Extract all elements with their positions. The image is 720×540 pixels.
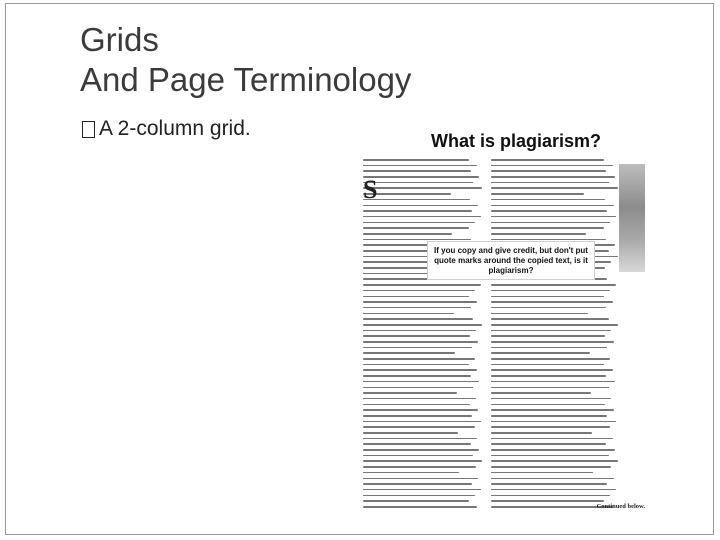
- text-line: [491, 426, 610, 428]
- text-line: [491, 421, 616, 423]
- text-line: [363, 352, 455, 354]
- text-line: [491, 404, 605, 406]
- text-line: [363, 205, 478, 207]
- text-line: [491, 330, 611, 332]
- text-line: [491, 387, 609, 389]
- text-line: [363, 227, 469, 229]
- text-line: [363, 432, 458, 434]
- text-line: [363, 500, 469, 502]
- text-line: [491, 341, 614, 343]
- text-line: [491, 409, 614, 411]
- slide-title: [80, 20, 411, 100]
- text-line: [491, 170, 606, 172]
- text-line: [363, 216, 481, 218]
- text-line: [491, 318, 609, 320]
- text-line: [363, 472, 459, 474]
- text-line: [363, 358, 475, 360]
- text-line: [491, 324, 618, 326]
- text-line: [363, 438, 477, 440]
- text-line: [491, 284, 616, 286]
- text-line: [363, 369, 477, 371]
- bullet-text: A 2-column grid.: [99, 117, 251, 140]
- text-line: [491, 347, 607, 349]
- text-line: [491, 478, 614, 480]
- text-line: [363, 210, 472, 212]
- text-line: [491, 335, 605, 337]
- text-line: [363, 318, 473, 320]
- text-line: [363, 284, 481, 286]
- text-line: [491, 296, 604, 298]
- text-line: [491, 375, 606, 377]
- article-image: [619, 164, 645, 272]
- text-line: [491, 483, 607, 485]
- text-line: [363, 443, 471, 445]
- text-line: [491, 460, 618, 462]
- text-line: [363, 466, 476, 468]
- text-line: [491, 352, 590, 354]
- continued-note: Continued below.: [596, 503, 645, 510]
- text-line: [491, 432, 592, 434]
- bullet-icon: [82, 121, 95, 138]
- title-line-1: Grids: [80, 21, 159, 58]
- text-line: [491, 449, 615, 451]
- text-line: [363, 483, 472, 485]
- text-line: [363, 381, 479, 383]
- right-column: [491, 159, 619, 512]
- text-line: [491, 176, 615, 178]
- article-heading: What is plagiarism?: [431, 131, 602, 151]
- title-line-2: And Page Terminology: [80, 61, 412, 98]
- text-line: [363, 341, 478, 343]
- text-line: [363, 455, 473, 457]
- text-line: [491, 500, 604, 502]
- text-line: [491, 193, 584, 195]
- text-line: [491, 369, 613, 371]
- text-line: [363, 165, 477, 167]
- text-line: [491, 307, 606, 309]
- text-line: [491, 438, 613, 440]
- text-line: [363, 392, 457, 394]
- text-line: [363, 335, 470, 337]
- text-line: [491, 216, 616, 218]
- left-column: [363, 159, 483, 512]
- text-line: [491, 466, 611, 468]
- text-line: [363, 222, 475, 224]
- text-line: [491, 301, 613, 303]
- text-line: [363, 489, 481, 491]
- text-line: [363, 301, 477, 303]
- text-line: [491, 415, 607, 417]
- text-line: [363, 313, 454, 315]
- text-line: [363, 495, 475, 497]
- text-line: [491, 358, 610, 360]
- text-line: [363, 159, 469, 161]
- text-line: [491, 187, 618, 189]
- text-line: [491, 381, 615, 383]
- text-line: [491, 506, 613, 508]
- text-line: [363, 506, 477, 508]
- text-line: [363, 478, 478, 480]
- text-line: [491, 290, 610, 292]
- text-line: [363, 330, 476, 332]
- text-line: [363, 426, 475, 428]
- text-line: [363, 239, 471, 241]
- text-line: [491, 199, 605, 201]
- text-line: [491, 222, 610, 224]
- text-line: [491, 205, 614, 207]
- text-line: [363, 347, 472, 349]
- text-line: [491, 313, 588, 315]
- bullet-item: [82, 117, 251, 141]
- text-line: [363, 409, 478, 411]
- text-line: [363, 449, 479, 451]
- text-line: [363, 398, 476, 400]
- text-line: [491, 489, 616, 491]
- text-line: [363, 421, 481, 423]
- text-line: [363, 307, 471, 309]
- grid-example-page: [363, 125, 645, 520]
- text-line: [363, 324, 482, 326]
- text-line: [491, 210, 607, 212]
- text-line: [363, 460, 482, 462]
- text-line: [363, 415, 472, 417]
- text-line: [491, 455, 609, 457]
- text-line: [491, 364, 604, 366]
- text-line: [491, 159, 604, 161]
- text-line: [363, 176, 479, 178]
- text-line: [363, 404, 470, 406]
- text-line: [363, 182, 473, 184]
- text-line: [491, 392, 591, 394]
- text-line: [363, 290, 475, 292]
- text-line: [491, 239, 606, 241]
- text-line: [363, 296, 469, 298]
- pull-quote: [427, 241, 595, 280]
- text-line: [363, 199, 470, 201]
- text-line: [491, 495, 610, 497]
- text-line: [491, 227, 604, 229]
- text-line: [363, 375, 471, 377]
- text-line: [491, 398, 611, 400]
- text-line: [363, 233, 452, 235]
- text-line: [363, 170, 471, 172]
- text-line: [491, 472, 593, 474]
- text-line: [491, 443, 606, 445]
- text-line: [363, 364, 469, 366]
- pull-quote-text: If you copy and give credit, but don't put quote marks around the copied text, is it plagiarism?: [434, 245, 588, 275]
- text-line: [491, 233, 586, 235]
- drop-cap: S: [363, 175, 378, 204]
- text-line: [363, 187, 482, 189]
- text-line: [491, 165, 613, 167]
- text-line: [363, 387, 473, 389]
- text-line: [491, 182, 609, 184]
